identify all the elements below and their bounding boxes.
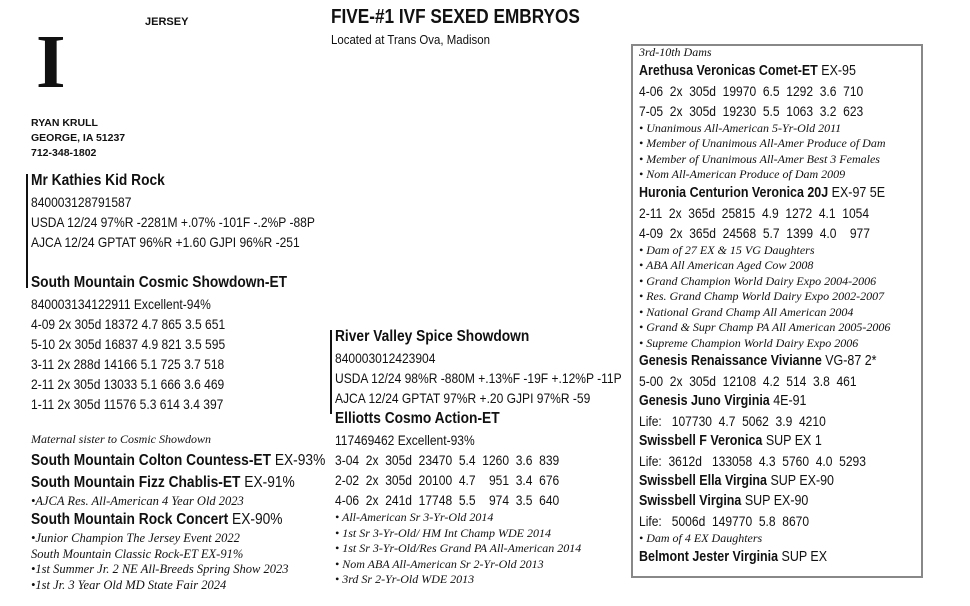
sire-bracket-line: [26, 174, 28, 288]
mgd-note: • 1st Sr 3-Yr-Old/Res Grand PA All-American 2014: [335, 541, 582, 555]
dam-ancestor-note: • ABA All American Aged Cow 2008: [639, 258, 814, 272]
dam-ancestor-class: 4E-91: [769, 393, 807, 409]
dam-ancestor-record: Life: 3612d 133058 4.3 5760 4.0 5293: [639, 453, 866, 469]
sire-block: [31, 170, 361, 252]
dams-box-content: [639, 45, 925, 567]
consignor-phone: 712-348-1802: [31, 147, 97, 159]
dam-ancestor-name: Swissbell F Veronica: [639, 433, 763, 449]
dam-ancestor-record: Life: 107730 4.7 5062 3.9 4210: [639, 413, 826, 429]
sister-name: South Mountain Rock Concert: [31, 511, 229, 528]
dam-ancestor-note: • National Grand Champ All American 2004: [639, 304, 854, 319]
sister-class: EX-90%: [228, 511, 283, 528]
lot-location: Located at Trans Ova, Madison: [331, 32, 490, 47]
sister-note: •Junior Champion The Jersey Event 2022: [31, 531, 240, 545]
mgd-note: • Nom ABA All-American Sr 2-Yr-Old 2013: [335, 556, 544, 571]
dam-ancestor-class: SUP EX-90: [766, 473, 835, 489]
dam-record-row: 3-11 2x 288d 14166 5.1 725 3.7 518: [31, 356, 225, 372]
dam-ancestor-note: • Dam of 4 EX Daughters: [639, 531, 763, 545]
sister-class: EX-91%: [240, 473, 295, 491]
mgd-record-row: 4-06 2x 241d 17748 5.5 974 3.5 640: [335, 492, 560, 508]
sire-name: Mr Kathies Kid Rock: [31, 172, 165, 189]
dam-ancestor-note: • Dam of 27 EX & 15 VG Daughters: [639, 242, 815, 257]
sire-usda: USDA 12/24 97%R -2281M +.07% -101F -.2%P -88P: [31, 214, 315, 230]
lot-title: FIVE-#1 IVF SEXED EMBRYOS: [331, 6, 580, 28]
mgd-note: • All-American Sr 3-Yr-Old 2014: [335, 510, 494, 524]
dam-ancestor-record: 7-05 2x 305d 19230 5.5 1063 3.2 623: [639, 102, 864, 119]
dam-id-class: 840003134122911 Excellent-94%: [31, 296, 211, 312]
dam-ancestor-name: Genesis Juno Virginia: [639, 393, 770, 409]
dam-ancestor-name: Genesis Renaissance Vivianne: [639, 353, 822, 369]
dam-ancestor-name: Swissbell Ella Virgina: [639, 473, 767, 489]
sister-name: South Mountain Colton Countess-ET: [31, 451, 272, 469]
dam-ancestor-name: Arethusa Veronicas Comet-ET: [639, 62, 818, 79]
sister-name: South Mountain Fizz Chablis-ET: [31, 473, 241, 491]
dam-ancestor-note: • Member of Unanimous All-Amer Best 3 Females: [639, 151, 880, 166]
mgd-name: Elliotts Cosmo Action-ET: [335, 410, 500, 427]
lot-letter: I: [36, 20, 66, 104]
dam-ancestor-name: Belmont Jester Virginia: [639, 548, 779, 565]
maternal-heading: Maternal sister to Cosmic Showdown: [31, 432, 212, 446]
mgs-id: 840003012423904: [335, 350, 436, 366]
sire-ajca: AJCA 12/24 GPTAT 96%R +1.60 GJPI 96%R -251: [31, 234, 300, 250]
mgs-name: River Valley Spice Showdown: [335, 328, 530, 345]
consignor-block: [31, 116, 125, 161]
maternal-sisters-block: [31, 432, 373, 593]
dam-ancestor-note: • Nom All-American Produce of Dam 2009: [639, 167, 846, 181]
dam-ancestor-note: • Unanimous All-American 5-Yr-Old 2011: [639, 120, 842, 135]
mgd-note: • 1st Sr 3-Yr-Old/ HM Int Champ WDE 2014: [335, 525, 551, 540]
dam-record-row: 1-11 2x 305d 11576 5.3 614 3.4 397: [31, 396, 224, 412]
dam-ancestor-note: • Grand Champion World Dairy Expo 2004-2006: [639, 273, 877, 288]
dam-ancestor-note: • Member of Unanimous All-Amer Produce of Dam: [639, 136, 886, 150]
dam-ancestor-name: Swissbell Virgina: [639, 493, 742, 509]
dam-record-row: 2-11 2x 305d 13033 5.1 666 3.6 469: [31, 376, 225, 392]
dam-record-row: 4-09 2x 305d 18372 4.7 865 3.5 651: [31, 316, 226, 332]
dam-ancestor-note: • Grand & Supr Champ PA All American 2005-2006: [639, 320, 891, 334]
dam-record-row: 5-10 2x 305d 16837 4.9 821 3.5 595: [31, 336, 226, 352]
mgd-block: [335, 408, 596, 588]
dam-ancestor-class: EX-95: [817, 62, 856, 79]
consignor-address: GEORGE, IA 51237: [31, 132, 126, 144]
sister-note: •AJCA Res. All-American 4 Year Old 2023: [31, 493, 244, 508]
breed-label: JERSEY: [145, 16, 189, 28]
dam-ancestor-class: SUP EX-90: [741, 493, 809, 509]
mgs-usda: USDA 12/24 98%R -880M +.13%F -19F +.12%P -11P: [335, 370, 622, 386]
sister-note: •1st Jr. 3 Year Old MD State Fair 2024: [31, 577, 227, 592]
mgd-note: • 3rd Sr 2-Yr-Old WDE 2013: [335, 572, 475, 586]
dam-ancestor-class: SUP EX: [778, 548, 828, 565]
mgd-record-row: 3-04 2x 305d 23470 5.4 1260 3.6 839: [335, 452, 560, 468]
mgs-bracket-line: [330, 330, 332, 414]
mgd-record-row: 2-02 2x 305d 20100 4.7 951 3.4 676: [335, 472, 560, 488]
dam-ancestor-class: VG-87 2*: [821, 353, 877, 369]
mgs-block: [335, 326, 668, 408]
consignor-name: RYAN KRULL: [31, 117, 98, 129]
mgd-id-class: 117469462 Excellent-93%: [335, 432, 475, 448]
sister-class: EX-93%: [271, 451, 326, 469]
dam-ancestor-class: EX-97 5E: [828, 184, 886, 201]
dam-ancestor-record: 4-09 2x 365d 24568 5.7 1399 4.0 977: [639, 224, 870, 241]
dam-ancestor-name: Huronia Centurion Veronica 20J: [639, 184, 829, 201]
dam-ancestor-record: 4-06 2x 305d 19970 6.5 1292 3.6 710: [639, 82, 864, 99]
dam-ancestor-record: Life: 5006d 149770 5.8 8670: [639, 513, 810, 529]
dam-ancestor-class: SUP EX 1: [762, 433, 822, 449]
dam-ancestor-note: • Res. Grand Champ World Dairy Expo 2002-2007: [639, 289, 885, 303]
sire-id: 840003128791587: [31, 194, 132, 210]
sister-note: South Mountain Classic Rock-ET EX-91%: [31, 546, 244, 561]
mgs-ajca: AJCA 12/24 GPTAT 97%R +.20 GJPI 97%R -59: [335, 390, 591, 406]
dam-ancestor-record: 2-11 2x 365d 25815 4.9 1272 4.1 1054: [639, 204, 870, 221]
sister-note: •1st Summer Jr. 2 NE All-Breeds Spring Show 2023: [31, 562, 289, 576]
dam-ancestor-record: 5-00 2x 305d 12108 4.2 514 3.8 461: [639, 373, 857, 389]
dams-heading: 3rd-10th Dams: [639, 45, 712, 59]
dam-ancestor-note: • Supreme Champion World Dairy Expo 2006: [639, 335, 859, 350]
dam-name: South Mountain Cosmic Showdown-ET: [31, 274, 288, 291]
dam-block: [31, 272, 329, 414]
